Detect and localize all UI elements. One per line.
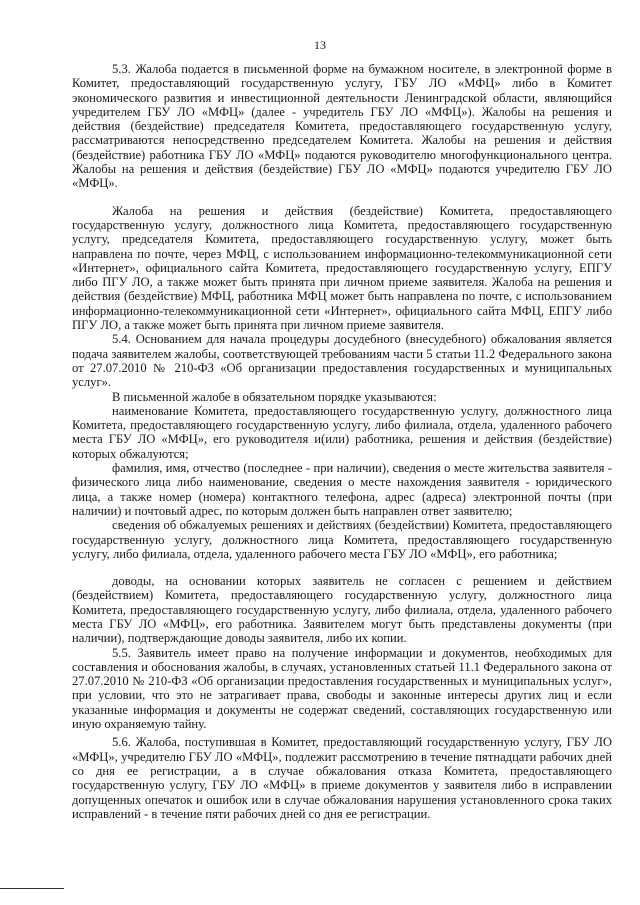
paragraph-5-4: 5.4. Основанием для начала процедуры досудебного (внесудебного) обжалования является подача заявителем жалобы, соответствующей требованиям части 5 статьи 11.2 Федерального закона от 27.07.2010 № 210-ФЗ «Об организации предоставления государственных и муниципальных услуг».	[72, 332, 612, 390]
paragraph-5-5: 5.5. Заявитель имеет право на получение информации и документов, необходимых для составления и обоснования жалобы, в случаях, установленных статьей 11.1 Федерального закона от 27.07.2010 № 210-ФЗ «Об организации предоставления государственных и муниципальных услуг», при условии, что это не затрагивает права, свободы и законные интересы других лиц и если указанные информация и документы не содержат сведений, составляющих государственную или иную охраняемую тайну.	[72, 645, 612, 732]
paragraph-item-authority-name: наименование Комитета, предоставляющего государственную услугу, должностного лица Комитета, предоставляющего государственную услугу, либо филиала, отдела, удаленного рабочего места ГБУ ЛО «МФЦ», его руководителя и(или) работника, решения и действия (бездействие) которых обжалуются;	[72, 403, 612, 461]
paragraph-item-applicant-details: фамилия, имя, отчество (последнее - при наличии), сведения о месте жительства заявителя - физического лица либо наименование, сведения о месте нахождения заявителя - юридического лица, а также номер (номера) контактного телефона, адрес (адреса) электронной почты (при наличии) и почтовый адрес, по которым должен быть направлен ответ заявителю;	[72, 461, 612, 518]
page-number: 13	[314, 38, 326, 52]
paragraph-item-arguments: доводы, на основании которых заявитель не согласен с решением и действием (бездействием) Комитета, предоставляющего государственную услугу, должностного лица Комитета, предоставляющего государственную услугу, либо филиала, отдела, удаленного рабочего места ГБУ ЛО «МФЦ», его работника. Заявителем могут быть представлены документы (при наличии), подтверждающие доводы заявителя, либо их копии.	[72, 574, 612, 646]
paragraph-required-items-intro: В письменной жалобе в обязательном порядке указываются:	[112, 389, 437, 404]
footnote-divider	[0, 888, 64, 889]
paragraph-item-appealed-actions: сведения об обжалуемых решениях и действиях (бездействии) Комитета, предоставляющего государственную услугу, должностного лица Комитета, предоставляющего государственную услугу, либо филиала, отдела, удаленного рабочего места ГБУ ЛО «МФЦ», его работника;	[72, 518, 612, 561]
paragraph-5-3: 5.3. Жалоба подается в письменной форме на бумажном носителе, в электронной форме в Комитет, предоставляющий государственную услугу, ГБУ ЛО «МФЦ» либо в Комитет экономического развития и инвестиционной деятельности Ленинградской области, являющийся учредителем ГБУ ЛО «МФЦ» (далее - учредитель ГБУ ЛО «МФЦ»). Жалобы на решения и действия (бездействие) председателя Комитета, предоставляющего государственную услугу, рассматриваются непосредственно председателем Комитета. Жалобы на решения и действия (бездействие) работника ГБУ ЛО «МФЦ» подаются руководителю многофункционального центра. Жалобы на решения и действия (бездействие) ГБУ ЛО «МФЦ» подаются учредителю ГБУ ЛО «МФЦ».	[72, 62, 612, 191]
paragraph-5-6: 5.6. Жалоба, поступившая в Комитет, предоставляющий государственную услугу, ГБУ ЛО «МФЦ», учредителю ГБУ ЛО «МФЦ», подлежит рассмотрению в течение пятнадцати рабочих дней со дня ее регистрации, а в случае обжалования отказа Комитета, предоставляющего государственную услугу, ГБУ ЛО «МФЦ» в приеме документов у заявителя либо в исправлении допущенных опечаток и ошибок или в случае обжалования нарушения установленного срока таких исправлений - в течение пяти рабочих дней со дня ее регистрации.	[72, 735, 612, 821]
document-body	[72, 62, 612, 821]
paragraph-complaint-channels: Жалоба на решения и действия (бездействие) Комитета, предоставляющего государственную услугу, должностного лица Комитета, предоставляющего государственную услугу, председателя Комитета, предоставляющего государственную услугу, может быть направлена по почте, через МФЦ, с использованием информационно-телекоммуникационной сети «Интернет», официального сайта Комитета, предоставляющего государственную услугу, ЕПГУ либо ПГУ ЛО, а также может быть принята при личном приеме заявителя. Жалоба на решения и действия (бездействие) МФЦ, работника МФЦ может быть направлена по почте, с использованием информационно-телекоммуникационной сети «Интернет», официального сайта МФЦ, ЕПГУ либо ПГУ ЛО, а также может быть принята при личном приеме заявителя.	[72, 203, 612, 333]
